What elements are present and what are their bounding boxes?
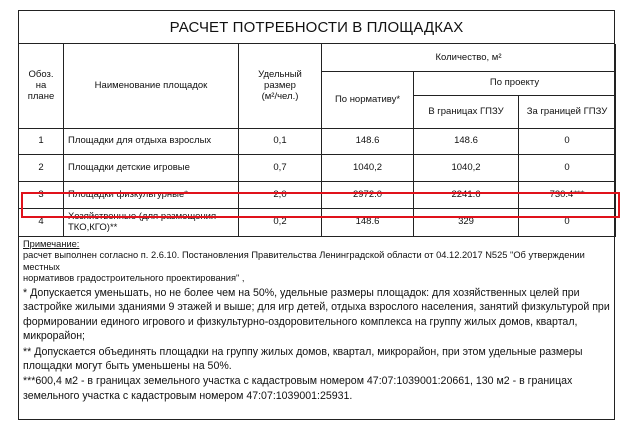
sheet-title: РАСЧЕТ ПОТРЕБНОСТИ В ПЛОЩАДКАХ [19,11,614,44]
row-size: 0,2 [239,208,322,236]
row-norm: 148.6 [322,208,414,236]
row-outside: 730.4*** [519,181,616,208]
areas-table [18,44,616,237]
row-within: 2241.6 [414,181,519,208]
header-outside: За границей ГПЗУ [519,95,616,128]
row-size: 0,1 [239,128,322,154]
row-norm: 1040,2 [322,154,414,181]
row-outside: 0 [519,154,616,181]
row-name: Площадки для отдыха взрослых [64,128,239,154]
row-name: Площадки физкультурные* [64,181,239,208]
row-number: 4 [19,208,64,236]
row-size: 2,0 [239,181,322,208]
footnote-1: * Допускается уменьшать, но не более чем на 50%, удельные размеры площадок: для хозяйственных целей при застройке жилыми зданиями 9 этажей и выше; для игр детей, отдыха взрослого населения, занятий физкультурой при формировании единого игрового и физкультурно-оздоровительного комплекса на группу жилых домов, квартал, микрорайон; [23,286,610,343]
row-name: Хозяйственные (для размещения ТКО,КГО)** [64,208,239,236]
row-outside: 0 [519,128,616,154]
table-row-highlighted [19,181,616,208]
calculation-sheet [18,10,615,420]
footnote-3: ***600,4 м2 - в границах земельного участка с кадастровым номером 47:07:1039001:20661, 130 м2 - в границах земельного участка с кадастровым номером 47:07:1039001:25931. [23,375,573,402]
row-number: 3 [19,181,64,208]
notes-section [19,237,614,404]
row-within: 1040,2 [414,154,519,181]
header-size: Удельный размер (м²/чел.) [239,44,322,128]
row-size: 0,7 [239,154,322,181]
row-number: 2 [19,154,64,181]
footnote-2: ** Допускается объединять площадки на группу жилых домов, квартал, микрорайон, при этом удельные размеры площадки могут быть уменьшены на 50%. [23,345,583,372]
table-row [19,208,616,236]
row-outside: 0 [519,208,616,236]
header-name: Наименование площадок [64,44,239,128]
header-within: В границах ГПЗУ [414,95,519,128]
row-number: 1 [19,128,64,154]
header-by-project: По проекту [414,71,616,95]
row-within: 148.6 [414,128,519,154]
header-number: Обоз. на плане [19,44,64,128]
row-norm: 2972.0 [322,181,414,208]
header-row-1 [19,44,616,71]
row-name: Площадки детские игровые [64,154,239,181]
table-row [19,154,616,181]
notes-heading: Примечание: [23,238,80,249]
row-norm: 148.6 [322,128,414,154]
header-quantity: Количество, м² [322,44,616,71]
notes-basis-line-2: нормативов градостроительного проектирования" , [23,273,245,284]
row-within: 329 [414,208,519,236]
notes-basis-line-1: расчет выполнен согласно п. 2.6.10. Постановления Правительства Ленинградской области от 04.12.2017 N525 "Об утверждении местных [23,250,585,272]
table-row [19,128,616,154]
header-by-norm: По нормативу* [322,71,414,128]
